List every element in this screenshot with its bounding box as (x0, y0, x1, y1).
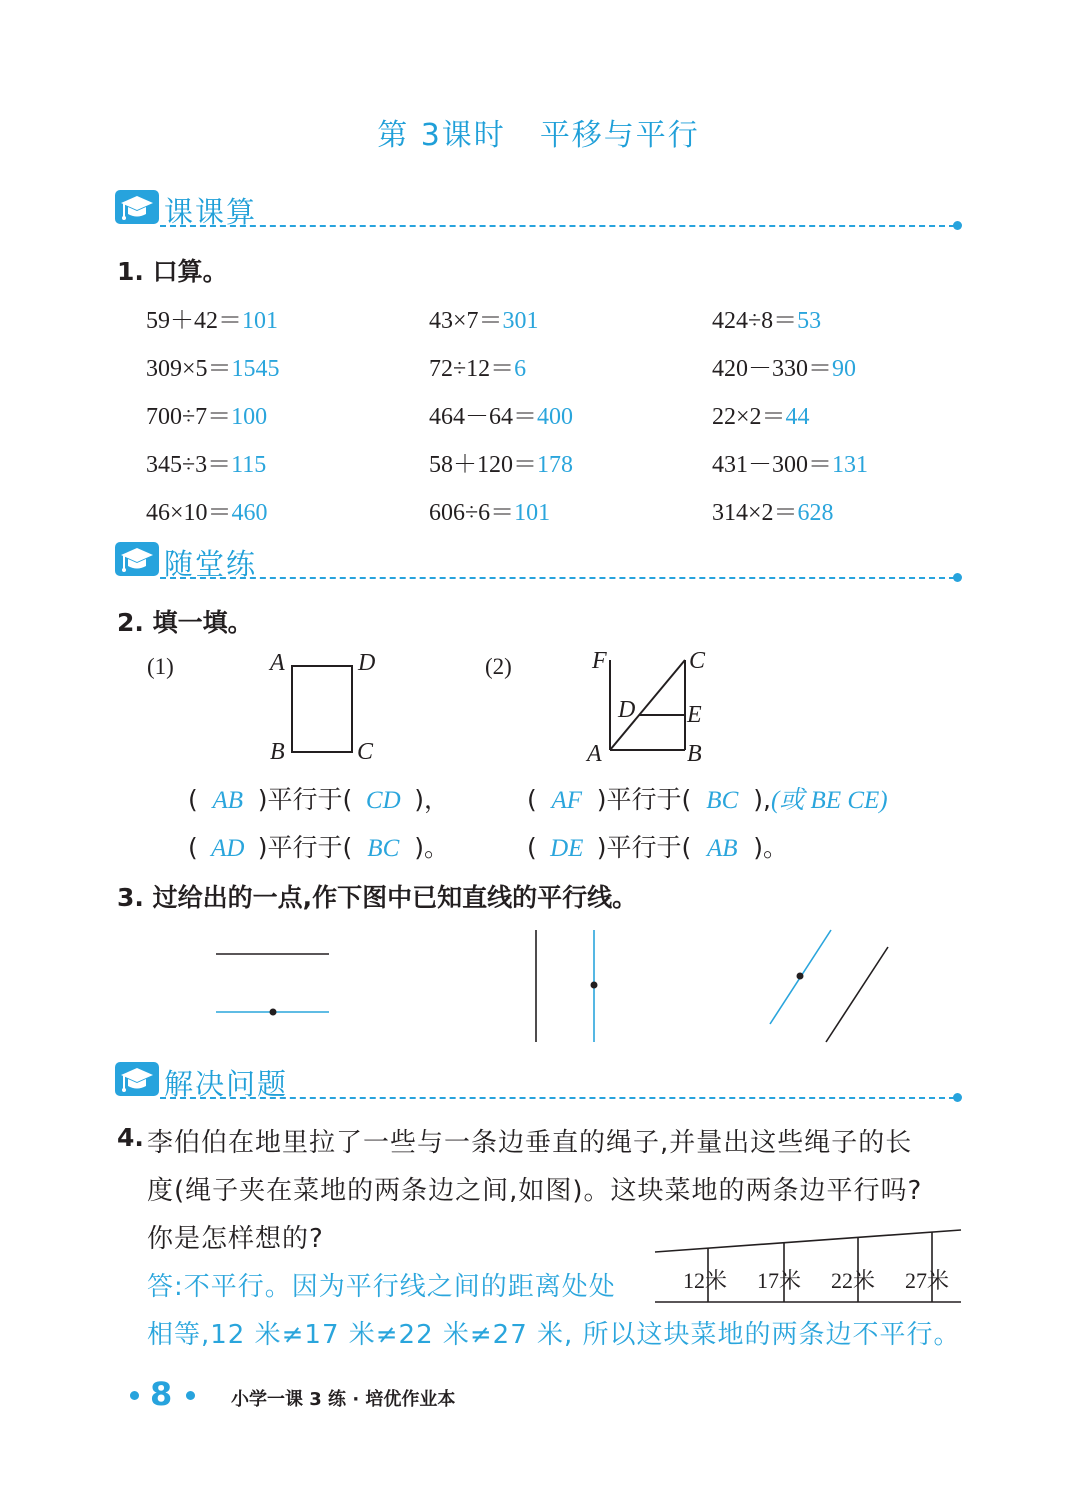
vertex-a: A (587, 741, 602, 767)
footer-dot (130, 1391, 139, 1400)
parallel-lines-drawing (200, 925, 920, 1050)
question-4-text: 你是怎样想的? (147, 1224, 324, 1254)
question-4-number: 4. (117, 1123, 144, 1152)
rectangle-figure (290, 664, 354, 754)
divider-end-dot (953, 1093, 962, 1102)
lesson-title (0, 110, 1077, 154)
calc-item: 22×2＝44 (712, 404, 810, 430)
fill-line: ( AB )平行于( CD )， (188, 785, 450, 814)
section-divider (160, 225, 955, 227)
vertex-c: C (357, 739, 374, 765)
calc-item: 420－330＝90 (712, 356, 856, 382)
calc-item: 46×10＝460 (146, 500, 268, 526)
vertex-b: B (687, 741, 702, 767)
vertex-b: B (270, 739, 285, 765)
section-divider (160, 1097, 955, 1099)
footer-dot (186, 1391, 195, 1400)
fill-line: ( AD )平行于( BC )。 (188, 833, 450, 862)
calc-item: 424÷8＝53 (712, 308, 822, 334)
given-point (591, 982, 598, 989)
divider-end-dot (953, 573, 962, 582)
section-title-practice: 随堂练 (164, 547, 258, 581)
given-line (826, 947, 888, 1042)
rope-length: 12米 (683, 1268, 728, 1294)
book-title: 小学一课 3 练 · 培优作业本 (231, 1389, 456, 1410)
question-1: 1. 口算。 (117, 257, 228, 286)
question-2: 2. 填一填。 (117, 608, 253, 637)
vertex-a: A (270, 650, 285, 676)
vertex-c: C (689, 648, 706, 674)
lesson-number: 第 3课时 (377, 118, 506, 153)
graduation-cap-icon (115, 190, 159, 224)
answer-text: 答:不平行。因为平行线之间的距离处处 (147, 1272, 616, 1302)
calc-item: 345÷3＝115 (146, 452, 267, 478)
calc-item: 59＋42＝101 (146, 308, 278, 334)
rope-length: 22米 (831, 1268, 876, 1294)
part-label-2: (2) (485, 654, 512, 679)
calc-item: 700÷7＝100 (146, 404, 268, 430)
section-title-problem: 解决问题 (164, 1067, 289, 1101)
part-label-1: (1) (147, 654, 174, 679)
question-3: 3. 过给出的一点,作下图中已知直线的平行线。 (117, 883, 638, 912)
calc-item: 309×5＝1545 (146, 356, 280, 382)
rope-length: 17米 (757, 1268, 802, 1294)
given-point (270, 1009, 277, 1016)
calc-item: 314×2＝628 (712, 500, 834, 526)
answer-text: 相等,12 米≠17 米≠22 米≠27 米, 所以这块菜地的两条边不平行。 (147, 1320, 961, 1350)
calc-item: 58＋120＝178 (429, 452, 573, 478)
question-4-text: 度(绳子夹在菜地的两条边之间,如图)。这块菜地的两条边平行吗? (147, 1176, 923, 1206)
vertex-e: E (687, 702, 702, 728)
vertex-d: D (358, 650, 376, 676)
vertex-f: F (592, 648, 607, 674)
given-point (797, 973, 804, 980)
rope-length: 27米 (905, 1268, 950, 1294)
fill-line: ( DE )平行于( AB )。 (527, 833, 789, 862)
graduation-cap-icon (115, 542, 159, 576)
divider-end-dot (953, 221, 962, 230)
calc-item: 431－300＝131 (712, 452, 868, 478)
fill-line: ( AF )平行于( BC ),(或 BE CE) (527, 785, 888, 814)
lesson-topic: 平移与平行 (539, 118, 700, 153)
page-number: 8 (150, 1375, 173, 1413)
calc-item: 43×7＝301 (429, 308, 539, 334)
calc-item: 464－64＝400 (429, 404, 573, 430)
section-title-calc: 课课算 (164, 195, 258, 229)
vertex-d: D (618, 697, 636, 723)
calc-item: 72÷12＝6 (429, 356, 527, 382)
trapezoid-figure (600, 655, 700, 755)
question-4-text: 李伯伯在地里拉了一些与一条边垂直的绳子,并量出这些绳子的长 (147, 1128, 913, 1158)
calc-item: 606÷6＝101 (429, 500, 551, 526)
section-divider (160, 577, 955, 579)
graduation-cap-icon (115, 1062, 159, 1096)
